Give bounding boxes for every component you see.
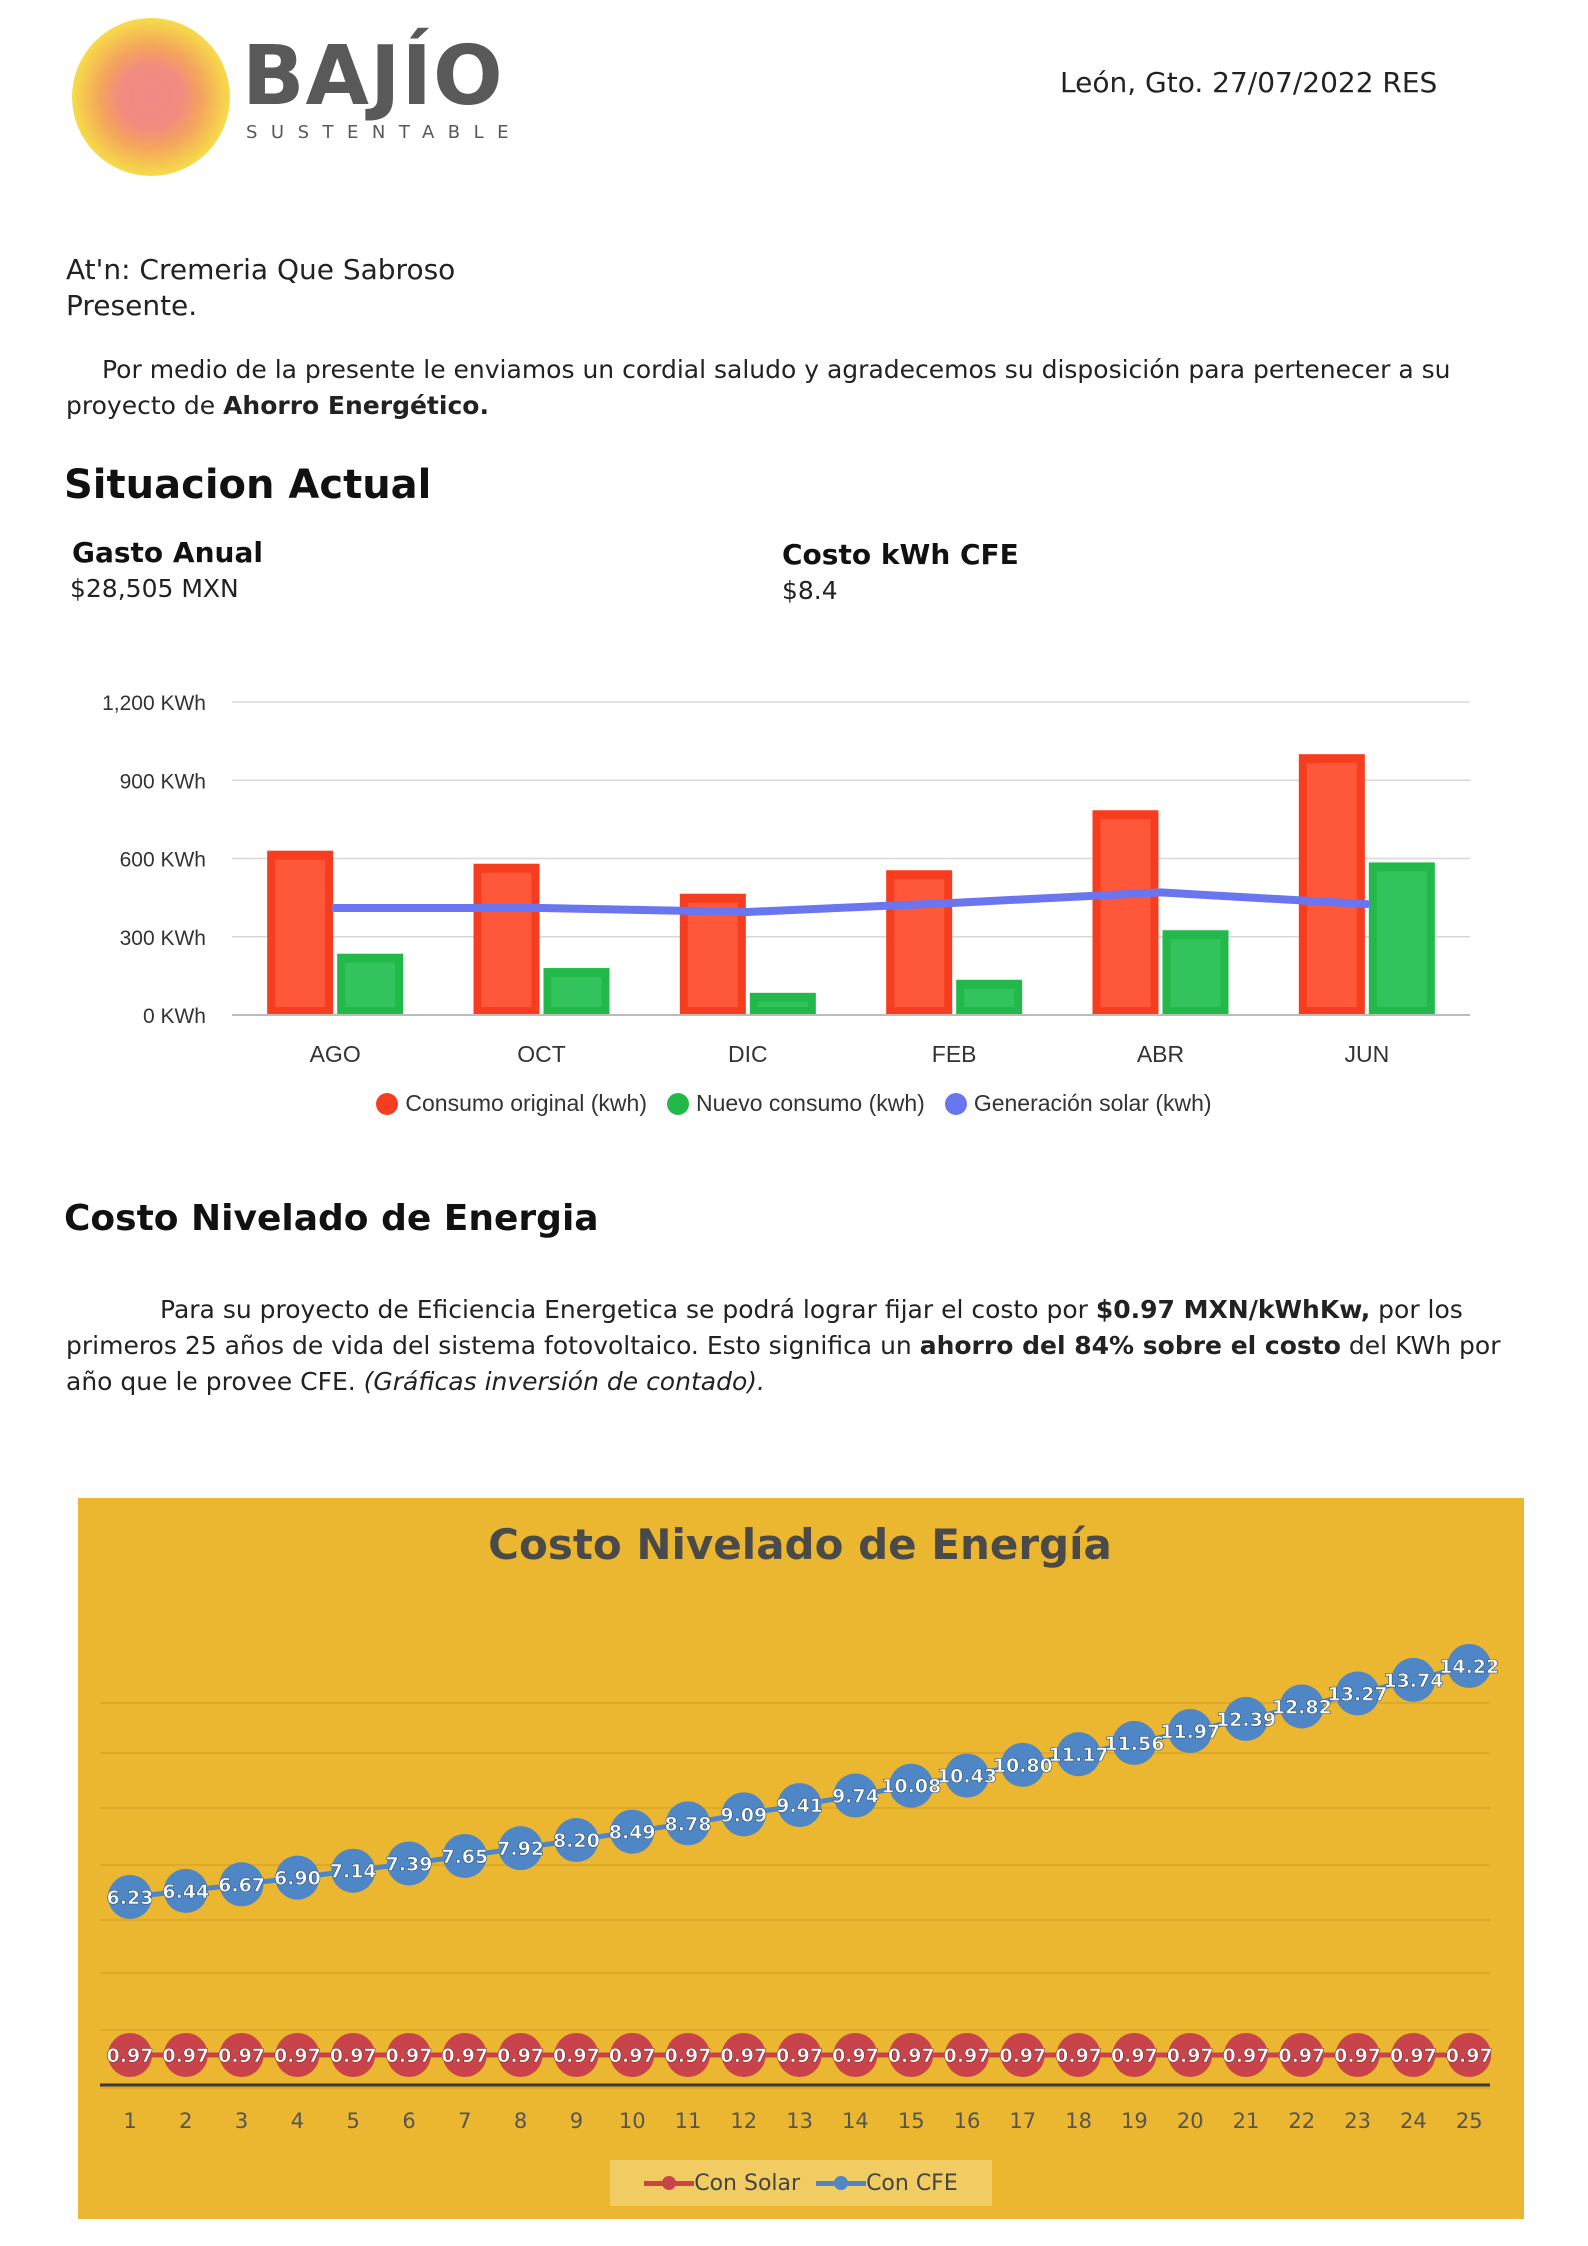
data-label-con-solar: 0.97 bbox=[552, 2045, 600, 2067]
data-label-con-cfe: 7.92 bbox=[497, 1838, 545, 1861]
legend-label: Consumo original (kwh) bbox=[405, 1090, 647, 1116]
bar-inner bbox=[1171, 939, 1221, 1007]
x-tick-label: 9 bbox=[569, 2109, 584, 2133]
x-tick-label: 4 bbox=[290, 2109, 305, 2133]
bar-inner bbox=[552, 977, 602, 1007]
intro-bold: Ahorro Energético. bbox=[223, 391, 489, 420]
x-tick-label: 7 bbox=[458, 2109, 472, 2133]
legend-item-con-cfe bbox=[816, 2171, 958, 2196]
bar-inner bbox=[345, 963, 395, 1007]
data-label-con-cfe: 13.27 bbox=[1327, 1683, 1388, 1706]
data-label-con-cfe: 12.82 bbox=[1271, 1696, 1332, 1719]
x-tick-label: FEB bbox=[931, 1041, 977, 1067]
data-label-con-solar: 0.97 bbox=[776, 2045, 824, 2067]
legend-label: Nuevo consumo (kwh) bbox=[696, 1090, 925, 1116]
data-label-con-cfe: 14.22 bbox=[1439, 1656, 1500, 1678]
data-label-con-solar: 0.97 bbox=[1222, 2045, 1270, 2067]
legend-dot-green bbox=[667, 1093, 689, 1115]
intro-text: Por medio de la presente le enviamos un cordial saludo y agradecemos su disposición para pertenecer a su proyecto de bbox=[66, 355, 1451, 420]
x-tick-label: 18 bbox=[1065, 2109, 1092, 2133]
legend-label: Con CFE bbox=[866, 2170, 958, 2196]
x-tick-label: 19 bbox=[1121, 2109, 1148, 2133]
bar-inner bbox=[275, 860, 325, 1007]
y-tick-label: 1,200 KWh bbox=[102, 692, 206, 715]
data-label-con-solar: 0.97 bbox=[273, 2045, 321, 2067]
legend-dot-blue bbox=[945, 1093, 967, 1115]
data-label-con-solar: 0.97 bbox=[218, 2045, 266, 2067]
legend-dot-red bbox=[376, 1093, 398, 1115]
y-tick-label: 900 KWh bbox=[119, 770, 206, 794]
lcoe-chart-title: Costo Nivelado de Energía bbox=[488, 1520, 1112, 1569]
x-tick-label: 23 bbox=[1344, 2109, 1371, 2133]
y-tick-label: 600 KWh bbox=[119, 848, 206, 872]
section-heading-costo: Costo Nivelado de Energia bbox=[64, 1198, 599, 1239]
bar-chart-legend bbox=[0, 1090, 1588, 1117]
x-tick-label: DIC bbox=[728, 1041, 768, 1067]
x-tick-label: 20 bbox=[1176, 2109, 1204, 2133]
bar-inner bbox=[482, 873, 532, 1007]
data-label-con-solar: 0.97 bbox=[441, 2045, 489, 2067]
y-tick-label: 0 KWh bbox=[142, 1005, 206, 1028]
consumption-bar-chart bbox=[0, 680, 1588, 1100]
costo-text: Para su proyecto de Eficiencia Energetica se podrá lograr fijar el costo por bbox=[160, 1295, 1096, 1324]
data-label-con-cfe: 11.56 bbox=[1104, 1732, 1165, 1755]
legend-item-generacion-solar bbox=[945, 1090, 1212, 1117]
x-tick-label: 21 bbox=[1232, 2109, 1260, 2133]
logo-sun-mark bbox=[72, 18, 230, 176]
x-tick-label: 10 bbox=[618, 2109, 646, 2133]
x-tick-label: 5 bbox=[346, 2109, 360, 2133]
bar-inner bbox=[1101, 819, 1151, 1007]
data-label-con-solar: 0.97 bbox=[999, 2045, 1047, 2067]
x-tick-label: 24 bbox=[1400, 2109, 1427, 2133]
data-label-con-solar: 0.97 bbox=[1334, 2045, 1382, 2067]
costo-text: del KWh por año que le provee CFE. bbox=[66, 1331, 1501, 1396]
x-tick-label: 6 bbox=[402, 2109, 416, 2133]
data-label-con-cfe: 9.74 bbox=[831, 1785, 879, 1808]
legend-label: Generación solar (kwh) bbox=[973, 1090, 1212, 1116]
data-label-con-cfe: 9.41 bbox=[776, 1795, 824, 1818]
x-tick-label: 11 bbox=[674, 2109, 702, 2133]
x-tick-label: 13 bbox=[786, 2109, 813, 2133]
data-label-con-solar: 0.97 bbox=[1110, 2045, 1158, 2067]
data-label-con-solar: 0.97 bbox=[106, 2045, 154, 2067]
data-label-con-solar: 0.97 bbox=[831, 2045, 879, 2067]
gasto-anual-label: Gasto Anual bbox=[72, 536, 263, 569]
x-tick-label: 8 bbox=[513, 2109, 528, 2133]
data-label-con-solar: 0.97 bbox=[887, 2045, 935, 2067]
x-tick-label: 17 bbox=[1009, 2109, 1037, 2133]
costo-kwh-value: $8.4 bbox=[782, 576, 838, 605]
data-label-con-cfe: 6.44 bbox=[162, 1880, 210, 1903]
data-label-con-solar: 0.97 bbox=[1166, 2045, 1214, 2067]
date-line: León, Gto. 27/07/2022 RES bbox=[1060, 66, 1438, 99]
bar-inner bbox=[758, 1002, 808, 1007]
bar-inner bbox=[1377, 871, 1427, 1007]
data-label-con-cfe: 9.09 bbox=[720, 1804, 768, 1827]
costo-text: por los primeros 25 años de vida del sistema fotovoltaico. Esto significa un bbox=[66, 1295, 1463, 1360]
data-label-con-cfe: 11.97 bbox=[1160, 1721, 1221, 1744]
lcoe-chart-legend bbox=[610, 2160, 992, 2206]
attention-line: At'n: Cremeria Que Sabroso bbox=[66, 253, 456, 286]
legend-line-red bbox=[644, 2181, 694, 2186]
costo-kwh-label: Costo kWh CFE bbox=[782, 538, 1019, 571]
x-tick-label: 22 bbox=[1288, 2109, 1316, 2133]
data-label-con-cfe: 7.65 bbox=[441, 1845, 489, 1868]
data-label-con-cfe: 11.17 bbox=[1048, 1744, 1109, 1767]
costo-price: $0.97 MXN/kWhKw, bbox=[1095, 1295, 1371, 1324]
data-label-con-cfe: 6.67 bbox=[218, 1874, 266, 1897]
costo-paragraph bbox=[66, 1292, 1546, 1400]
data-label-con-cfe: 12.39 bbox=[1215, 1708, 1277, 1731]
x-tick-label: ABR bbox=[1136, 1041, 1185, 1067]
x-tick-label: 1 bbox=[123, 2109, 137, 2133]
data-label-con-cfe: 10.80 bbox=[992, 1754, 1053, 1777]
data-label-con-solar: 0.97 bbox=[664, 2045, 712, 2067]
legend-item-con-solar bbox=[644, 2171, 800, 2196]
logo-subtitle: SUSTENTABLE bbox=[246, 122, 523, 143]
x-tick-label: 25 bbox=[1455, 2109, 1483, 2133]
greeting-line: Presente. bbox=[66, 289, 198, 322]
data-label-con-cfe: 7.39 bbox=[385, 1853, 433, 1876]
costo-note: (Gráficas inversión de contado). bbox=[363, 1367, 765, 1396]
x-tick-label: AGO bbox=[309, 1041, 361, 1067]
data-label-con-cfe: 7.14 bbox=[329, 1860, 377, 1883]
bar-inner bbox=[894, 879, 944, 1007]
legend-item-nuevo-consumo bbox=[667, 1090, 925, 1117]
lcoe-line-chart bbox=[78, 1498, 1524, 2219]
bar-inner bbox=[964, 989, 1014, 1007]
data-label-con-solar: 0.97 bbox=[1445, 2045, 1493, 2067]
attention-block bbox=[66, 252, 455, 324]
legend-item-consumo-original bbox=[376, 1090, 647, 1117]
x-tick-label: 3 bbox=[234, 2109, 249, 2133]
data-label-con-cfe: 13.74 bbox=[1383, 1669, 1444, 1692]
legend-label: Con Solar bbox=[694, 2170, 801, 2196]
gasto-anual-value: $28,505 MXN bbox=[70, 574, 239, 603]
bar-inner bbox=[1307, 763, 1357, 1007]
x-tick-label: OCT bbox=[517, 1041, 566, 1067]
logo-wordmark: BAJÍO bbox=[242, 29, 504, 124]
data-label-con-cfe: 8.49 bbox=[608, 1821, 656, 1844]
data-label-con-solar: 0.97 bbox=[608, 2045, 656, 2067]
data-label-con-solar: 0.97 bbox=[497, 2045, 545, 2067]
data-label-con-solar: 0.97 bbox=[720, 2045, 768, 2067]
data-label-con-cfe: 6.90 bbox=[273, 1867, 321, 1890]
costo-savings: ahorro del 84% sobre el costo bbox=[919, 1331, 1341, 1360]
data-label-con-solar: 0.97 bbox=[943, 2045, 991, 2067]
y-tick-label: 300 KWh bbox=[119, 926, 206, 950]
data-label-con-solar: 0.97 bbox=[385, 2045, 433, 2067]
legend-line-blue bbox=[816, 2181, 866, 2186]
x-tick-label: 15 bbox=[897, 2109, 925, 2133]
data-label-con-solar: 0.97 bbox=[1389, 2045, 1437, 2067]
data-label-con-cfe: 10.08 bbox=[881, 1775, 942, 1798]
data-label-con-cfe: 6.23 bbox=[106, 1887, 154, 1909]
x-tick-label: 12 bbox=[730, 2109, 758, 2133]
x-tick-label: JUN bbox=[1344, 1041, 1390, 1067]
data-label-con-solar: 0.97 bbox=[329, 2045, 377, 2067]
data-label-con-solar: 0.97 bbox=[162, 2045, 210, 2067]
x-tick-label: 2 bbox=[179, 2109, 193, 2133]
bar-inner bbox=[688, 903, 738, 1007]
data-label-con-cfe: 8.20 bbox=[552, 1830, 600, 1853]
data-label-con-solar: 0.97 bbox=[1055, 2045, 1103, 2067]
intro-paragraph bbox=[66, 352, 1526, 424]
section-heading-situacion: Situacion Actual bbox=[64, 462, 432, 508]
x-tick-label: 14 bbox=[842, 2109, 869, 2133]
data-label-con-cfe: 10.43 bbox=[936, 1765, 998, 1788]
data-label-con-cfe: 8.78 bbox=[664, 1813, 712, 1836]
data-label-con-solar: 0.97 bbox=[1278, 2045, 1326, 2067]
x-tick-label: 16 bbox=[953, 2109, 981, 2133]
